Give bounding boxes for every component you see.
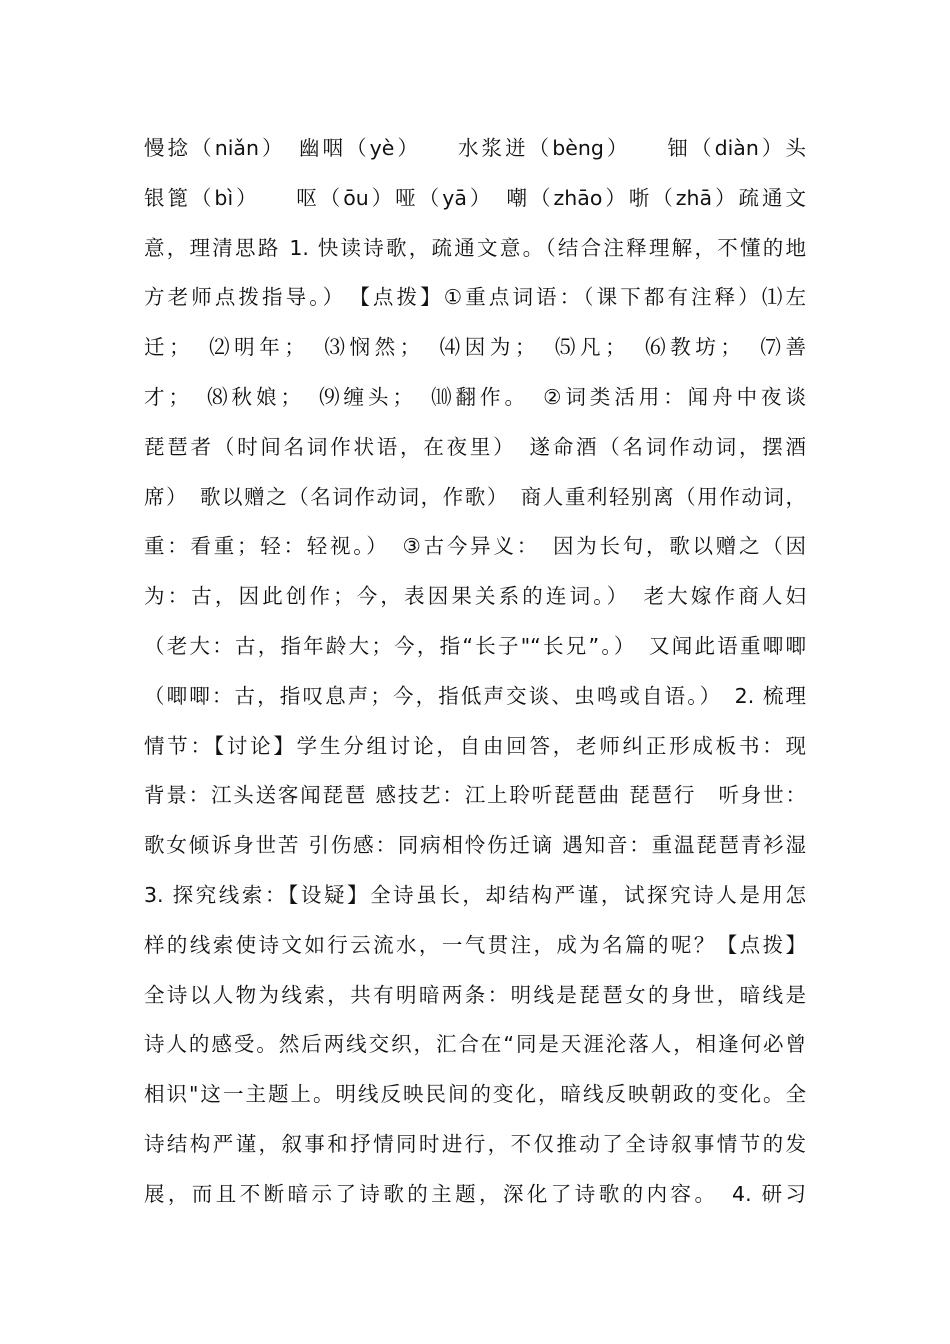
text-line: 迁； ⑵明年； ⑶悯然； ⑷因为； ⑸凡； ⑹教坊； ⑺善 bbox=[144, 335, 806, 360]
text-line: 为：古，因此创作；今，表因果关系的连词。） 老大嫁作商人妇 bbox=[144, 584, 806, 609]
text-line: 重：看重；轻：轻视。） ③古今异义： 因为长句，歌以赠之（因 bbox=[144, 534, 806, 559]
text-line: 诗人的感受。然后两线交织，汇合在“同是天涯沦落人，相逢何必曾 bbox=[144, 1032, 806, 1057]
text-line: 方老师点拨指导。） 【点拨】①重点词语：（课下都有注释）⑴左 bbox=[144, 285, 806, 310]
text-line: 琵琶者（时间名词作状语，在夜里） 遂命酒（名词作动词，摆酒 bbox=[144, 434, 806, 459]
text-line: 3. 探究线索：【设疑】全诗虽长，却结构严谨，试探究诗人是用怎 bbox=[144, 882, 806, 907]
text-line: 慢捻（niǎn） 幽咽（yè） 水浆迸（bèng） 钿（diàn）头 bbox=[144, 136, 806, 160]
text-line: 情节：【讨论】学生分组讨论，自由回答，老师纠正形成板书：现 bbox=[144, 733, 806, 758]
text-line: （唧唧：古，指叹息声；今，指低声交谈、虫鸣或自语。） 2. 梳理 bbox=[144, 683, 806, 708]
text-line: 展，而且不断暗示了诗歌的主题，深化了诗歌的内容。 4. 研习 bbox=[144, 1181, 806, 1206]
text-line: 席） 歌以赠之（名词作动词，作歌） 商人重利轻别离（用作动词， bbox=[144, 484, 806, 509]
text-line: 意，理清思路 1. 快读诗歌，疏通文意。（结合注释理解，不懂的地 bbox=[144, 235, 806, 260]
text-line: 样的线索使诗文如行云流水，一气贯注，成为名篇的呢？【点拨】 bbox=[144, 932, 806, 957]
text-line: 诗结构严谨，叙事和抒情同时进行，不仅推动了全诗叙事情节的发 bbox=[144, 1131, 806, 1156]
body-text bbox=[144, 124, 806, 1220]
text-line: （老大：古，指年龄大；今，指“长子"“长兄”。） 又闻此语重唧唧 bbox=[144, 633, 806, 658]
text-line: 才； ⑻秋娘； ⑼缠头； ⑽翻作。 ②词类活用：闻舟中夜谈 bbox=[144, 384, 806, 409]
text-line: 背景：江头送客闻琵琶 感技艺：江上聆听琵琶曲 琵琶行 听身世： bbox=[144, 783, 806, 808]
text-line: 歌女倾诉身世苦 引伤感：同病相怜伤迁谪 遇知音：重温琵琶青衫湿 bbox=[144, 833, 806, 858]
text-line: 全诗以人物为线索，共有明暗两条：明线是琵琶女的身世，暗线是 bbox=[144, 982, 806, 1007]
text-line: 银篦（bì） 呕（ōu）哑（yā） 嘲（zhāo）哳（zhā）疏通文 bbox=[144, 185, 806, 210]
text-line: 相识"这一主题上。明线反映民间的变化，暗线反映朝政的变化。全 bbox=[144, 1082, 806, 1107]
